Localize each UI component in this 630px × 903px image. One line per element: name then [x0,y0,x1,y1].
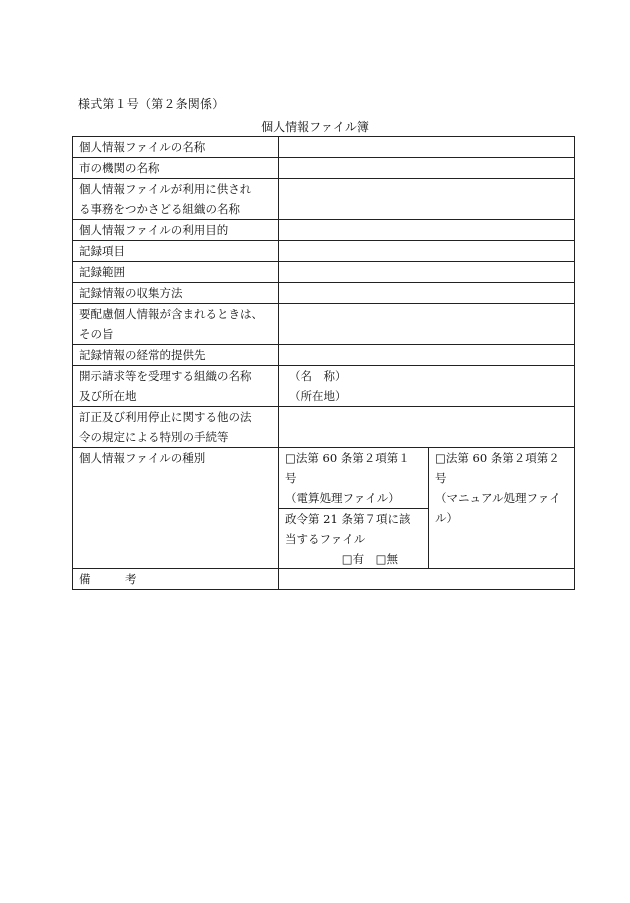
option-electronic-line: □法第 60 条第２項第１ [285,451,410,465]
option-electronic-line: 号 [285,471,297,485]
table-row [73,158,575,179]
option-manual-line: ル） [435,511,458,525]
option-electronic [279,448,428,509]
row-value-file-type [279,448,575,569]
row-label-disclosure-office [73,366,279,407]
row-label-record-items: 記録項目 [73,241,279,262]
label-line: 個人情報ファイルが利用に供され [79,182,252,196]
table-row [73,137,575,158]
row-value-collection-method [279,283,575,304]
table-row [73,448,575,569]
row-label-record-scope: 記録範囲 [73,262,279,283]
table-row [73,179,575,220]
document-title: 個人情報ファイル簿 [261,120,369,134]
table-row [73,220,575,241]
row-value-purpose [279,220,575,241]
office-address-field: （所在地） [289,389,347,403]
row-label-remarks: 備 考 [73,569,279,590]
option-manual [429,448,574,568]
row-label-purpose: 個人情報ファイルの利用目的 [73,220,279,241]
row-label-special-procedures [73,407,279,448]
row-value-record-scope [279,262,575,283]
label-line: 開示請求等を受理する組織の名称 [79,369,252,383]
row-label-sensitive-info [73,304,279,345]
row-value-regular-recipients [279,345,575,366]
row-label-regular-recipients: 記録情報の経常的提供先 [73,345,279,366]
row-value-remarks [279,569,575,590]
table-row [73,407,575,448]
option-manual-line: □法第 60 条第２項第２ [435,451,560,465]
table-row [73,283,575,304]
row-label-collection-method: 記録情報の収集方法 [73,283,279,304]
option-manual-line: （マニュアル処理ファイ [435,491,561,505]
ordinance-checkboxes: □有 □無 [341,552,398,566]
label-line: る事務をつかさどる組織の名称 [79,202,240,216]
option-electronic-line: （電算処理ファイル） [285,491,400,505]
table-row [73,345,575,366]
row-label-file-type: 個人情報ファイルの種別 [73,448,279,569]
option-manual-line: 号 [435,471,447,485]
row-value-special-procedures [279,407,575,448]
table-row [73,262,575,283]
label-line: 及び所在地 [79,389,137,403]
file-register-table [72,136,575,590]
table-row [73,304,575,345]
row-label-file-name: 個人情報ファイルの名称 [73,137,279,158]
office-name-field: （名 称） [289,369,347,383]
row-value-sensitive-info [279,304,575,345]
ordinance-line: 政令第 21 条第７項に該 [285,512,411,526]
table-row [73,569,575,590]
row-label-organization [73,179,279,220]
ordinance-line: 当するファイル [285,532,366,546]
row-value-file-name [279,137,575,158]
row-value-record-items [279,241,575,262]
row-label-agency: 市の機関の名称 [73,158,279,179]
label-line: 訂正及び利用停止に関する他の法 [79,410,252,424]
row-value-disclosure-office [279,366,575,407]
ordinance-box [279,509,428,568]
label-line: 令の規定による特別の手続等 [79,430,229,444]
row-value-organization [279,179,575,220]
row-value-agency [279,158,575,179]
table-row [73,366,575,407]
table-row [73,241,575,262]
form-number: 様式第１号（第２条関係） [78,97,225,111]
file-type-split [279,448,574,568]
label-line: その旨 [79,327,114,341]
file-type-left [279,448,429,568]
label-line: 要配慮個人情報が含まれるときは、 [79,307,263,321]
